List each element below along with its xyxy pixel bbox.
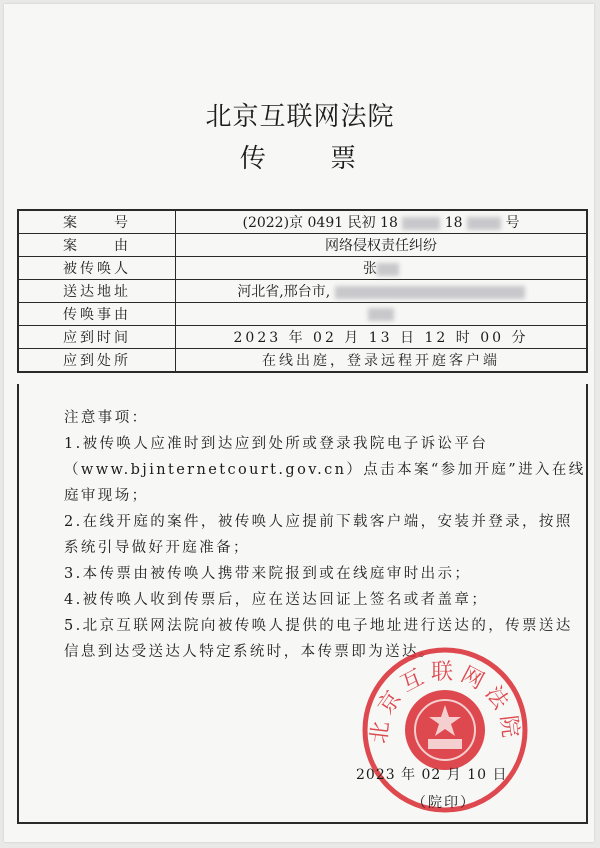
summons-info-table — [17, 209, 588, 373]
note-item: 5.北京互联网法院向被传唤人提供的电子地址进行送达的，传票送达信息到达受送达人特定系统时，本传票即为送达。 — [64, 618, 573, 660]
case-number-mid: 18 — [444, 215, 463, 231]
redaction-mark — [467, 217, 501, 230]
table-row — [18, 234, 587, 257]
table-row — [18, 280, 587, 303]
seal-caption: （院印） — [412, 795, 476, 811]
issue-date: 2023 年 02 月 10 日 — [356, 767, 508, 783]
case-cause-label: 案 由 — [18, 234, 176, 257]
note-item: 3.本传票由被传唤人携带来院报到或在线庭审时出示； — [64, 566, 472, 582]
summoned-person-label: 被传唤人 — [18, 257, 176, 280]
table-row — [18, 257, 587, 280]
redaction-mark — [402, 217, 440, 230]
seal-graphic — [365, 650, 525, 810]
table-row — [18, 349, 587, 373]
court-seal-stamp — [360, 645, 530, 815]
case-number-label: 案 号 — [18, 210, 176, 234]
delivery-address-text: 河北省,邢台市, — [237, 284, 331, 300]
summoned-person-name: 张 — [363, 261, 377, 277]
table-row — [18, 326, 587, 349]
note-item: 4.被传唤人收到传票后，应在送达回证上签名或者盖章； — [64, 592, 489, 608]
appear-place-label: 应到处所 — [18, 349, 176, 373]
appear-place-value: 在线出庭，登录远程开庭客户端 — [176, 349, 588, 373]
summons-reason-value — [176, 303, 588, 326]
emblem-gate-icon — [428, 739, 462, 749]
redaction-mark — [377, 263, 399, 276]
redaction-mark — [368, 308, 394, 321]
case-number-prefix: (2022)京 0491 民初 18 — [242, 215, 398, 231]
national-emblem-icon — [405, 690, 485, 770]
case-number-value — [176, 210, 588, 234]
appear-time-label: 应到时间 — [18, 326, 176, 349]
notes-heading: 注意事项： — [64, 410, 149, 426]
note-item: 2.在线开庭的案件，被传唤人应提前下载客户端，安装并登录，按照系统引导做好开庭准备； — [64, 514, 573, 556]
summons-reason-label: 传唤事由 — [18, 303, 176, 326]
table-row — [18, 303, 587, 326]
delivery-address-value — [176, 280, 588, 303]
summoned-person-value — [176, 257, 588, 280]
document-title: 传 票 — [239, 144, 385, 174]
case-cause-value: 网络侵权责任纠纷 — [176, 234, 588, 257]
court-name: 北京互联网法院 — [205, 102, 395, 132]
redaction-mark — [335, 286, 525, 299]
case-number-suffix: 号 — [505, 215, 520, 231]
appear-time-value: 2023 年 02 月 13 日 12 时 00 分 — [176, 326, 588, 349]
table-row — [18, 210, 587, 234]
note-item: 1.被传唤人应准时到达应到处所或登录我院电子诉讼平台（www.bjinternetcourt.gov.cn）点击本案“参加开庭”进入在线庭审现场； — [64, 436, 586, 504]
notes-section — [26, 405, 586, 665]
delivery-address-label: 送达地址 — [18, 280, 176, 303]
seal-text-path: 北京互联网法院 — [366, 660, 524, 745]
